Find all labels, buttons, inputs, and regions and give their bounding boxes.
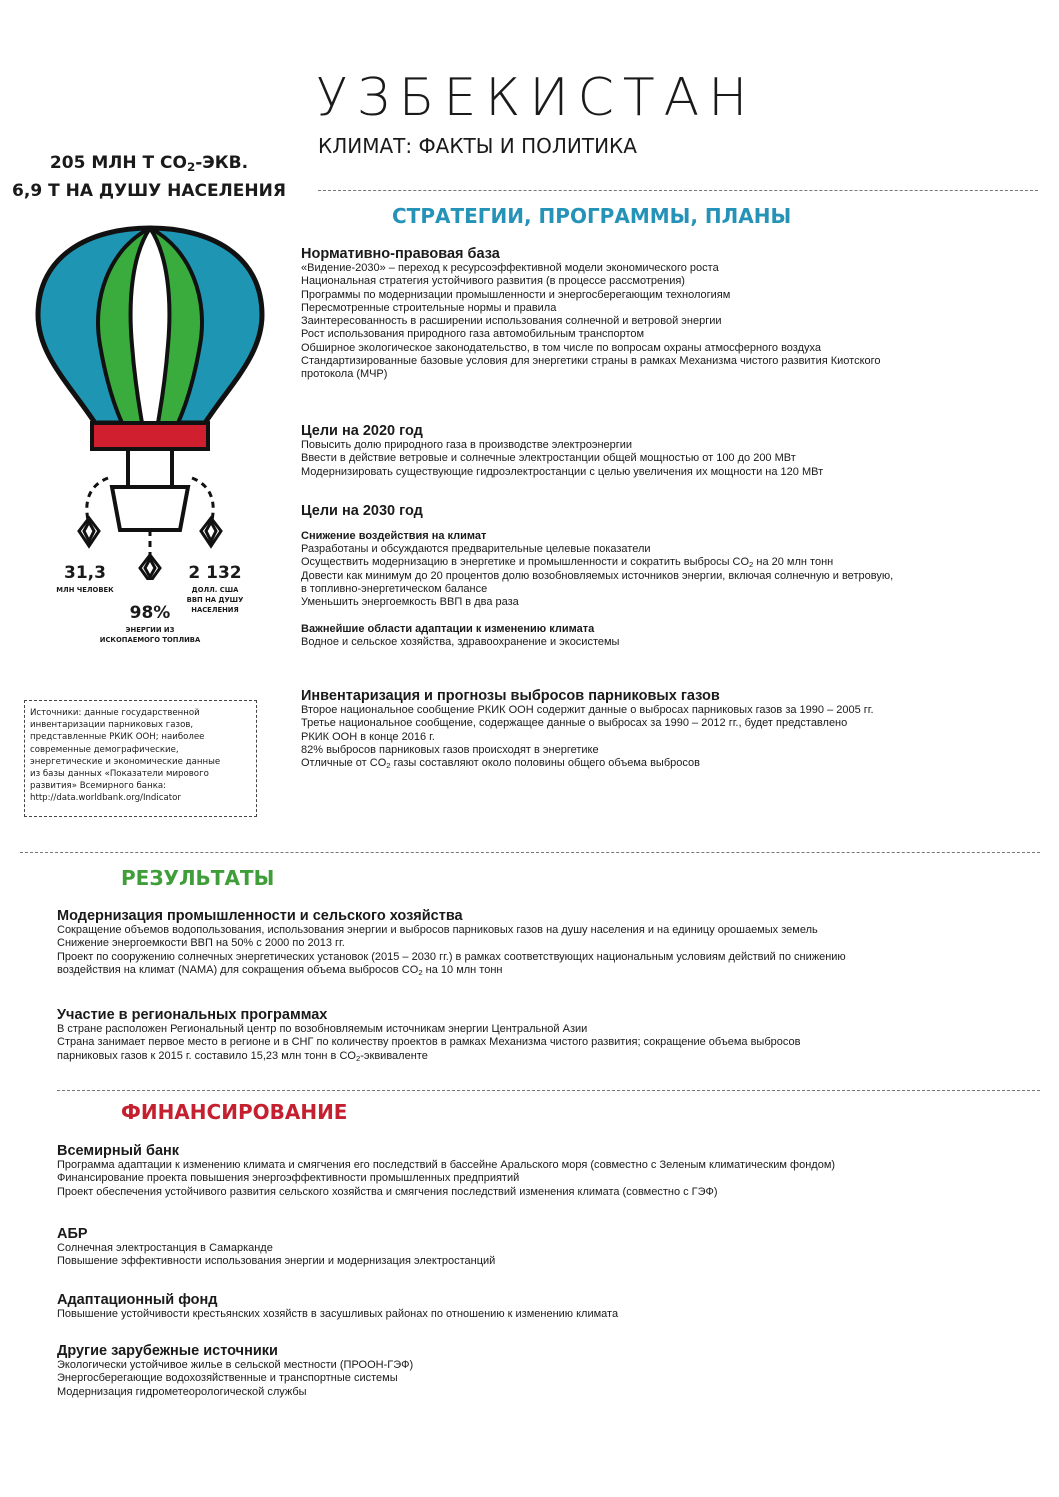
regional-line: парниковых газов к 2015 г. составило 15,23 млн тонн в $CO_2$-эквиваленте [57, 1049, 428, 1063]
other-sources-line: Модернизация гидрометеорологической службы [57, 1385, 307, 1398]
source-line: из базы данных «Показатели мирового [30, 769, 209, 780]
adaptation-fund-line: Повышение устойчивости крестьянских хозяйств в засушливых районах по отношению к изменению климата [57, 1308, 619, 1320]
adaptation-title: Важнейшие области адаптации к изменению климата [301, 623, 595, 636]
adaptation-fund-section [57, 1292, 618, 1321]
regional-title: Участие в региональных программах [57, 1007, 328, 1023]
weight-right [201, 518, 221, 546]
impact-line: Осуществить модернизацию в энергетике и промышленности и сократить выбросы $CO_2$ на 20 млн тонн [301, 556, 834, 570]
inventory-line: 82% выбросов парниковых газов происходят в энергетике [301, 743, 599, 756]
fossil-share-label: ЭНЕРГИИ ИЗ ИСКОПАЕМОГО ТОПЛИВА [99, 626, 201, 644]
fossil-share-value: 98% [129, 603, 171, 623]
impact-line: в топливно-энергетическом балансе [301, 582, 488, 595]
divider-top [318, 190, 1038, 191]
emissions-total: 205 МЛН Т $CO_2$-ЭКВ. [49, 153, 249, 174]
regional-line: Страна занимает первое место в регионе и в СНГ по количеству проектов в рамках Механизма чистого развития; сокращение объема выбросов [57, 1036, 801, 1049]
source-line: энергетические и экономические данные [30, 756, 221, 767]
balloon-basket [112, 487, 188, 530]
legal-line: Пересмотренные строительные нормы и правила [301, 301, 557, 314]
impact-title: Снижение воздействия на климат [301, 530, 487, 542]
modernization-line: воздействия на климат (NAMA) для сокращения объема выбросов $CO_2$ на 10 млн тонн [57, 963, 503, 977]
legal-line: Программы по модернизации промышленности и энергосберегающим технологиям [301, 288, 731, 301]
source-line: современные демографические, [30, 744, 179, 755]
financing-heading: ФИНАНСИРОВАНИЕ [121, 1100, 348, 1124]
impact-line: Разработаны и обсуждаются предварительные целевые показатели [301, 543, 651, 555]
strategies-heading: СТРАТЕГИИ, ПРОГРАММЫ, ПЛАНЫ [392, 204, 792, 228]
other-sources-line: Экологически устойчивое жилье в сельской местности (ПРООН-ГЭФ) [57, 1359, 414, 1371]
legal-line: Рост использования природного газа автомобильным транспортом [301, 328, 645, 341]
goals-2020-title: Цели на 2020 год [301, 423, 423, 439]
inventory-title: Инвентаризация и прогнозы выбросов парниковых газов [301, 688, 720, 704]
goals-2020-line: Повысить долю природного газа в производстве электроэнергии [301, 439, 633, 451]
legal-line: Стандартизированные базовые условия для энергетики страны в рамках Механизма чистого развития Киотского [301, 355, 881, 368]
goals-2030-section [301, 503, 893, 650]
regional-line: В стране расположен Региональный центр по возобновляемым источникам энергии Центральной Азии [57, 1023, 588, 1035]
other-sources-section [57, 1343, 413, 1399]
modernization-title: Модернизация промышленности и сельского хозяйства [57, 908, 463, 924]
legal-line: протокола (МЧР) [301, 368, 388, 381]
modernization-section [57, 908, 846, 977]
source-line: представленные РКИК ООН; наиболее [30, 732, 205, 743]
gdp-label: ДОЛЛ. США ВВП НА ДУШУ НАСЕЛЕНИЯ [186, 586, 244, 614]
goals-2020-line: Модернизировать существующие гидроэлектростанции с целью увеличения их мощности на 120 МВт [301, 465, 824, 478]
emissions-per-capita: 6,9 Т НА ДУШУ НАСЕЛЕНИЯ [12, 181, 286, 201]
world-bank-line: Программа адаптации к изменению климата и смягчения его последствий в бассейне Аральского моря (совместно с Зеленым климатическим фондом) [57, 1159, 836, 1171]
results-heading: РЕЗУЛЬТАТЫ [121, 866, 275, 890]
inventory-line: Второе национальное сообщение РКИК ООН содержит данные о выбросах парниковых газов за 1990 – 2005 гг. [301, 704, 874, 716]
adaptation-line: Водное и сельское хозяйства, здравоохранение и экосистемы [301, 636, 620, 649]
inventory-section [301, 688, 874, 770]
modernization-line: Снижение энергоемкости ВВП на 50% с 2000 по 2013 гг. [57, 937, 345, 950]
weight-left [79, 518, 99, 546]
legal-line: «Видение-2030» – переход к ресурсоэффективной модели экономического роста [301, 262, 719, 274]
page-subtitle: КЛИМАТ: ФАКТЫ И ПОЛИТИКА [318, 134, 637, 158]
balloon-envelope [38, 228, 262, 423]
source-line: развития» Всемирного банка: [30, 781, 167, 792]
sources-box [24, 700, 257, 817]
impact-line: Довести как минимум до 20 процентов долю возобновляемых источников энергии, включая солнечную и ветровую, [301, 569, 894, 582]
legal-line: Обширное экологическое законодательство, в том числе по вопросам охраны атмосферного воздуха [301, 341, 822, 354]
modernization-line: Проект по сооружению солнечных энергетических установок (2015 – 2030 гг.) в рамках соответствующих национальным условиям действий по снижению [57, 950, 846, 963]
adb-title: АБР [57, 1226, 88, 1242]
balloon-illustration [30, 220, 270, 583]
adb-section [57, 1226, 495, 1269]
population-value: 31,3 [64, 563, 106, 583]
world-bank-title: Всемирный банк [57, 1143, 180, 1159]
modernization-line: Сокращение объемов водопользования, использования энергии и выбросов парниковых газов на душу населения и на единицу орошаемых земель [57, 924, 818, 936]
regional-section [57, 1007, 800, 1063]
legal-line: Заинтересованность в расширении использования солнечной и ветровой энергии [301, 315, 722, 328]
world-bank-line: Проект обеспечения устойчивого развития сельского хозяйства и смягчения последствий изменения климата (совместно с ГЭФ) [57, 1185, 718, 1198]
gdp-value: 2 132 [188, 563, 242, 583]
other-sources-line: Энергосберегающие водохозяйственные и транспортные системы [57, 1372, 398, 1385]
weight-center [140, 555, 160, 580]
legal-line: Национальная стратегия устойчивого развития (в процессе рассмотрения) [301, 275, 685, 288]
page-title: УЗБЕКИСТАН [316, 68, 757, 128]
divider-results [20, 852, 1040, 853]
world-bank-line: Финансирование проекта повышения энергоэффективности промышленных предприятий [57, 1172, 520, 1185]
goals-2020-line: Ввести в действие ветровые и солнечные электростанции общей мощностью от 100 до 200 МВт [301, 452, 796, 465]
source-line: Источники: данные государственной [30, 708, 200, 718]
divider-financing [57, 1090, 1040, 1091]
goals-2030-title: Цели на 2030 год [301, 503, 423, 519]
impact-line: Уменьшить энергоемкость ВВП в два раза [301, 596, 519, 609]
goals-2020-section [301, 423, 823, 479]
adaptation-fund-title: Адаптационный фонд [57, 1292, 218, 1308]
legal-section [301, 246, 881, 382]
inventory-line: Третье национальное сообщение, содержащее данные о выбросах за 1990 – 2012 гг., будет представлено [301, 717, 848, 730]
inventory-line: Отличные от $CO_2$ газы составляют около половины общего объема выбросов [301, 757, 700, 771]
source-link[interactable]: http://data.worldbank.org/Indicator [30, 793, 181, 804]
adb-line: Солнечная электростанция в Самарканде [57, 1242, 273, 1254]
source-line: инвентаризации парниковых газов, [30, 720, 194, 731]
inventory-line: РКИК ООН в конце 2016 г. [301, 730, 435, 743]
world-bank-section [57, 1143, 835, 1199]
population-label: МЛН ЧЕЛОВЕК [56, 586, 114, 594]
other-sources-title: Другие зарубежные источники [57, 1343, 278, 1359]
balloon-band [92, 423, 208, 449]
adb-line: Повышение эффективности использования энергии и модернизация электростанций [57, 1255, 496, 1268]
legal-title: Нормативно-правовая база [301, 246, 500, 262]
